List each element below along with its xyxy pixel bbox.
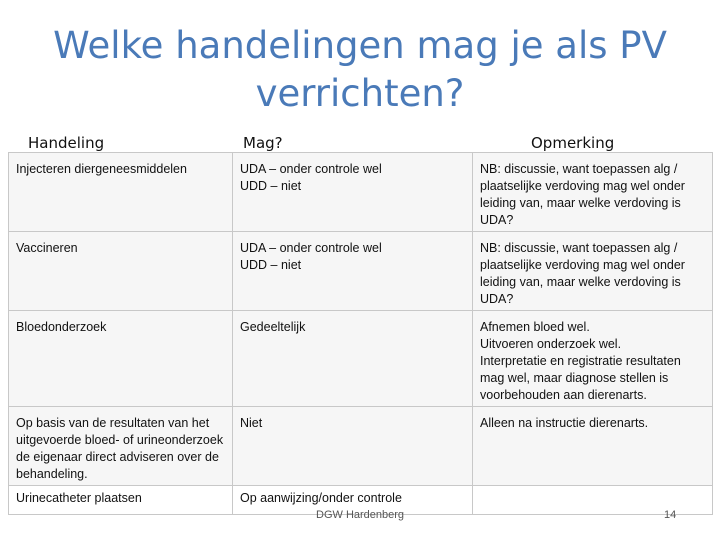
cell-mag	[233, 153, 473, 232]
slide-title	[40, 22, 680, 118]
cell-opmerking-line: leiding van, maar welke verdoving is	[480, 196, 681, 210]
table-row	[9, 232, 713, 311]
cell-handeling	[9, 232, 233, 311]
cell-handeling-line: Urinecatheter plaatsen	[16, 491, 142, 505]
column-header-mag: Mag?	[243, 134, 283, 152]
cell-opmerking-line: plaatselijke verdoving mag wel onder	[480, 258, 685, 272]
slide-title-line-1: Welke handelingen mag je als PV	[53, 24, 667, 67]
cell-opmerking-line: plaatselijke verdoving mag wel onder	[480, 179, 685, 193]
cell-handeling-line: de eigenaar direct adviseren over de	[16, 450, 219, 464]
cell-opmerking	[473, 407, 713, 486]
cell-opmerking-line: Uitvoeren onderzoek wel.	[480, 337, 622, 351]
cell-handeling	[9, 407, 233, 486]
slide-title-line-2: verrichten?	[255, 72, 465, 115]
table-row	[9, 153, 713, 232]
column-header-opmerking: Opmerking	[531, 134, 615, 152]
cell-mag-line: Gedeeltelijk	[240, 320, 306, 334]
cell-handeling	[9, 486, 233, 515]
cell-handeling	[9, 153, 233, 232]
cell-mag-line: UDA – onder controle wel	[240, 241, 382, 255]
cell-handeling-line: Vaccineren	[16, 241, 78, 255]
cell-opmerking-line: NB: discussie, want toepassen alg /	[480, 162, 678, 176]
cell-handeling	[9, 311, 233, 407]
cell-mag-line: UDD – niet	[240, 179, 302, 193]
cell-opmerking-line: mag wel, maar diagnose stellen is	[480, 371, 669, 385]
table-row	[9, 311, 713, 407]
cell-opmerking-line: Afnemen bloed wel.	[480, 320, 590, 334]
cell-opmerking-line: Alleen na instructie dierenarts.	[480, 416, 649, 430]
table-row	[9, 407, 713, 486]
cell-opmerking	[473, 311, 713, 407]
cell-mag-line: UDA – onder controle wel	[240, 162, 382, 176]
cell-opmerking-line: UDA?	[480, 292, 514, 306]
cell-mag-line: Niet	[240, 416, 263, 430]
scanned-table-image	[8, 152, 712, 505]
cell-mag	[233, 232, 473, 311]
cell-opmerking	[473, 232, 713, 311]
cell-handeling-line: Injecteren diergeneesmiddelen	[16, 162, 187, 176]
handelingen-table	[8, 152, 713, 515]
column-header-handeling: Handeling	[28, 134, 105, 152]
cell-handeling-line: Op basis van de resultaten van het	[16, 416, 210, 430]
cell-mag	[233, 407, 473, 486]
cell-opmerking-line: UDA?	[480, 213, 514, 227]
cell-mag-line: Op aanwijzing/onder controle	[240, 491, 402, 505]
cell-opmerking-line: NB: discussie, want toepassen alg /	[480, 241, 678, 255]
cell-opmerking-line: Interpretatie en registratie resultaten	[480, 354, 681, 368]
cell-opmerking-line: leiding van, maar welke verdoving is	[480, 275, 681, 289]
page-number: 14	[664, 509, 677, 521]
cell-opmerking	[473, 486, 713, 515]
cell-mag	[233, 311, 473, 407]
cell-opmerking	[473, 153, 713, 232]
cell-opmerking-line: voorbehouden aan dierenarts.	[480, 388, 647, 402]
cell-handeling-line: Bloedonderzoek	[16, 320, 107, 334]
cell-handeling-line: behandeling.	[16, 467, 88, 481]
cell-mag-line: UDD – niet	[240, 258, 302, 272]
cell-handeling-line: uitgevoerde bloed- of urineonderzoek	[16, 433, 224, 447]
footer-source: DGW Hardenberg	[316, 509, 405, 521]
